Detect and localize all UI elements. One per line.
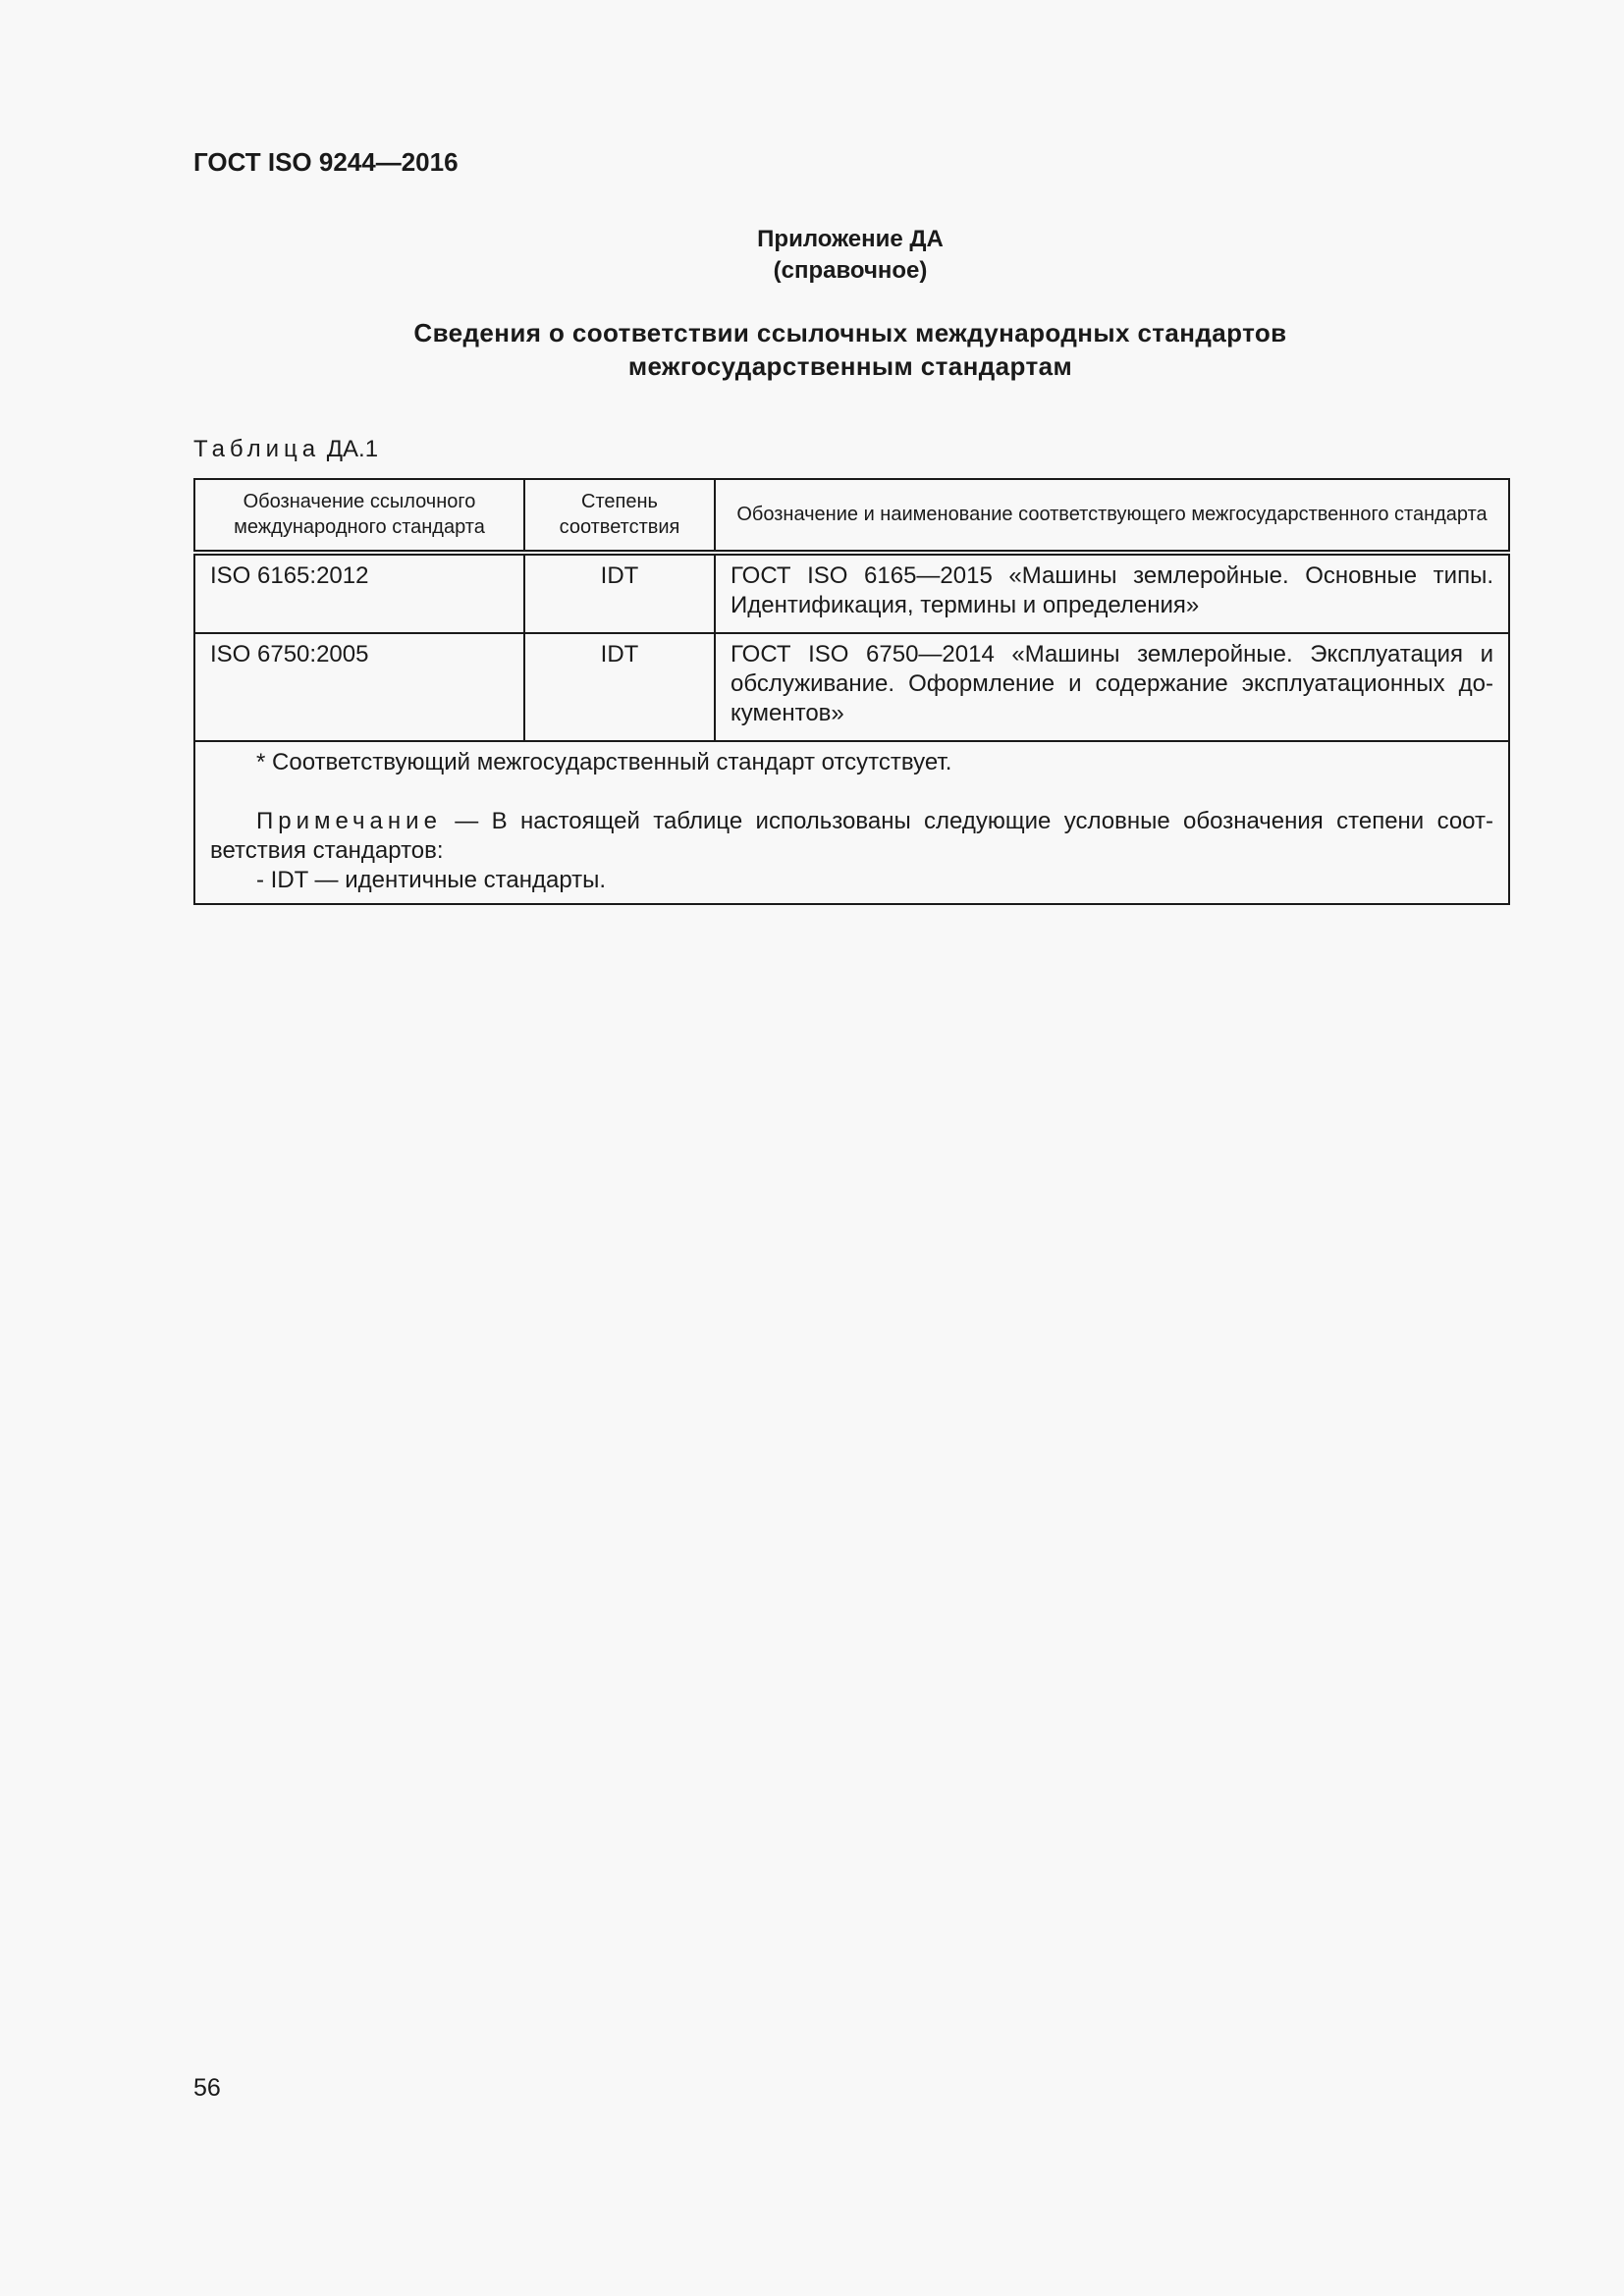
correspondence-table — [193, 478, 1510, 905]
appendix-subtitle: (справочное) — [773, 257, 928, 284]
table-row — [194, 553, 1509, 633]
table-footer-row — [194, 741, 1509, 904]
note-list-item: - IDT — идентичные стандарты. — [256, 867, 607, 893]
note-text: — В настоящей таблице использованы следующие условные обозначения степени соответствия стандартов: — [210, 808, 1493, 864]
cell-ref-standard: ISO 6750:2005 — [194, 633, 524, 741]
page-number: 56 — [193, 2074, 221, 2102]
section-title — [193, 316, 1507, 383]
table-header-row — [194, 479, 1509, 553]
cell-degree: IDT — [524, 633, 715, 741]
section-title-line-1: Сведения о соответствии ссылочных международных стандартов — [413, 318, 1287, 347]
cell-ref-standard: ISO 6165:2012 — [194, 553, 524, 633]
appendix-title: Приложение ДА — [757, 226, 944, 252]
cell-gost-standard: ГОСТ ISO 6750—2014 «Машины землеройные. Эксплуатация и обслуживание. Оформление и содержание эксплуатационных документов» — [715, 633, 1509, 741]
table-caption-number: ДА.1 — [326, 436, 379, 462]
table-note — [210, 807, 1493, 866]
cell-degree: IDT — [524, 553, 715, 633]
appendix-heading — [193, 224, 1507, 287]
table-footer-cell — [194, 741, 1509, 904]
note-label: Примечание — [256, 808, 442, 834]
header-gost-standard: Обозначение и наименование соответствующего межгосударственного стандарта — [715, 479, 1509, 553]
header-degree: Степень соответствия — [524, 479, 715, 553]
table-footnote: * Соответствующий межгосударственный стандарт отсутствует. — [256, 749, 952, 775]
table-row — [194, 633, 1509, 741]
header-ref-standard: Обозначение ссылочного международного стандарта — [194, 479, 524, 553]
table-caption — [193, 436, 378, 463]
table-caption-word: Таблица — [193, 436, 321, 462]
cell-gost-standard: ГОСТ ISO 6165—2015 «Машины землеройные. Основные типы. Идентификация, термины и определения» — [715, 553, 1509, 633]
section-title-line-2: межгосударственным стандартам — [627, 351, 1073, 381]
document-code: ГОСТ ISO 9244—2016 — [193, 147, 459, 177]
